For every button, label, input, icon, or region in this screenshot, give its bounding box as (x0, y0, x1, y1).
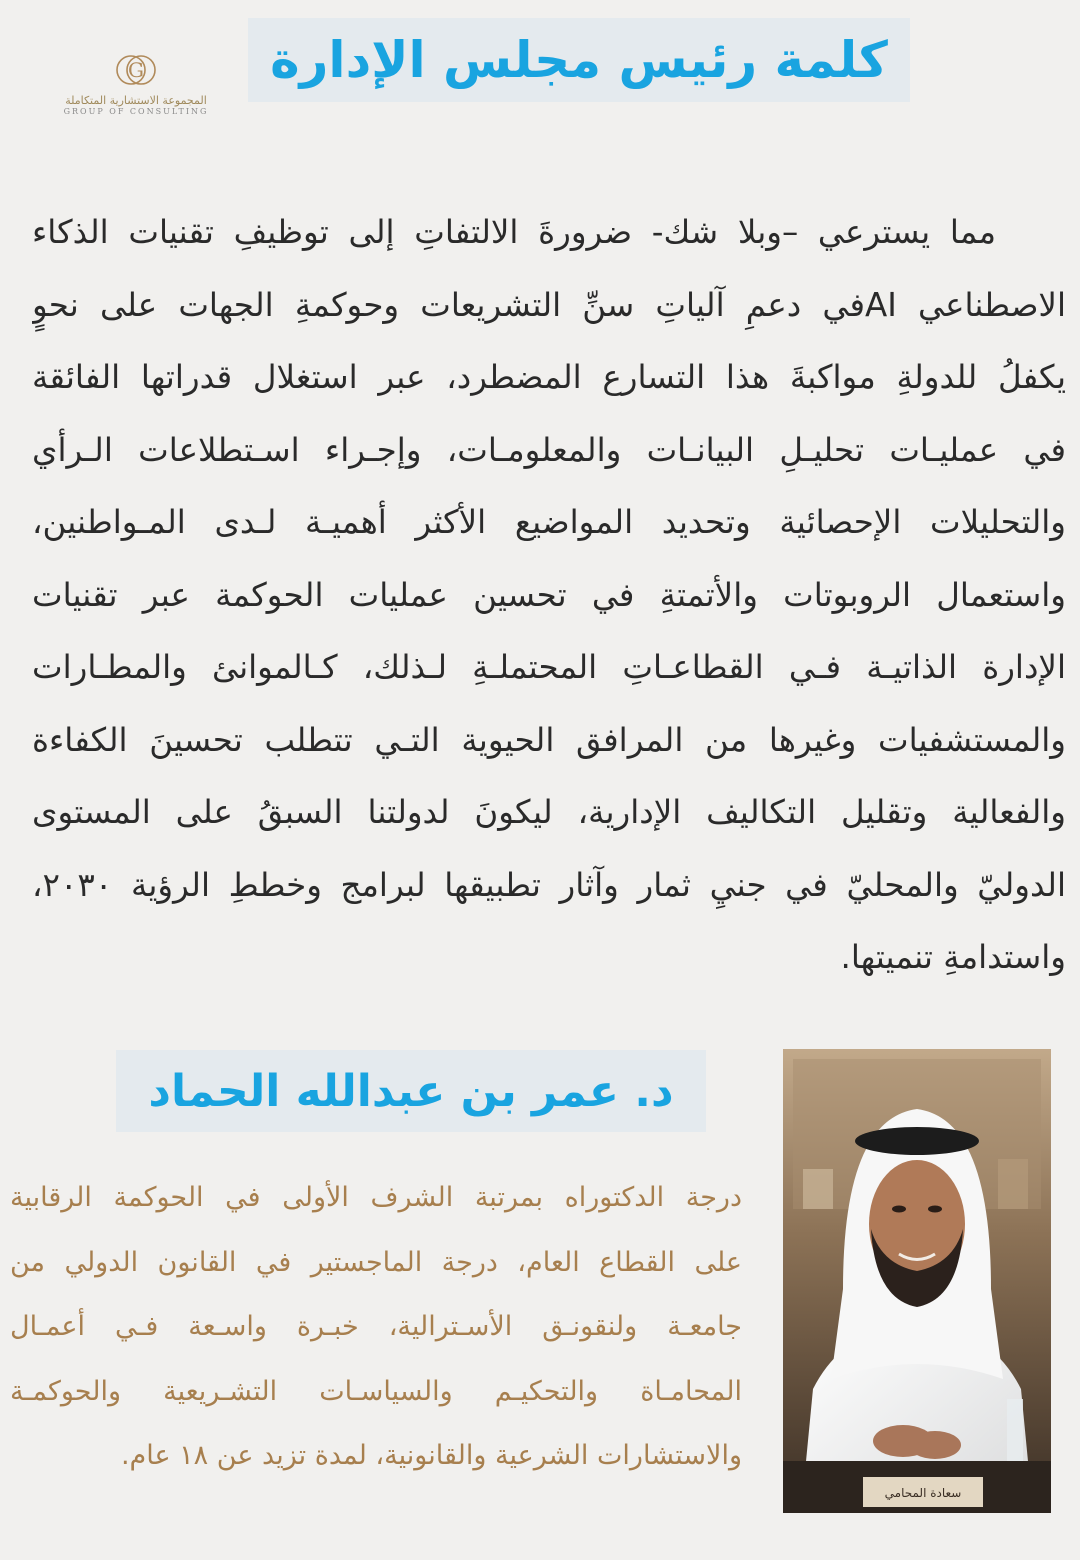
intro-line: في عمليـات تحليـلِ البيانـات والمعلومـات، وإجـراء اسـتطلاعات الـرأي (32, 430, 1066, 469)
chairman-bio (10, 1166, 742, 1489)
name-banner (116, 1050, 706, 1132)
desk-sign-text: سعادة المحامي (884, 1486, 962, 1500)
intro-line: واستدامةِ تنميتها. (840, 938, 1066, 976)
portrait-image (783, 1049, 1051, 1513)
logo-arabic-name: المجموعة الاستشارية المتكاملة (65, 94, 207, 107)
intro-line: والفعالية وتقليل التكاليف الإدارية، ليكونَ لدولتنا السبقُ على المستوى (32, 793, 1066, 831)
bio-line: والاستشارات الشرعية والقانونية، لمدة تزيد عن ١٨ عام. (120, 1440, 742, 1471)
company-logo (56, 48, 216, 128)
intro-paragraph (32, 196, 1066, 994)
intro-line: الاصطناعي AIفي دعمِ آلياتِ سنِّ التشريعات وحوكمةِ الجهات على نحوٍ (32, 285, 1066, 324)
bio-line: على القطاع العام، درجة الماجستير في القانون الدولي من (10, 1246, 742, 1278)
page-title: كلمة رئيس مجلس الإدارة (270, 31, 888, 89)
intro-line: يكفلُ للدولةِ مواكبةَ هذا التسارع المضطرد، عبر استغلال قدراتها الفائقة (32, 358, 1066, 396)
intro-line: والمستشفيات وغيرها من المرافق الحيوية التـي تتطلب تحسينَ الكفاءة (32, 720, 1066, 759)
intro-line: الإدارة الذاتيـة فـي القطاعـاتِ المحتملـةِ لـذلك، كـالموانئ والمطـارات (32, 648, 1066, 686)
logo-letter: G (128, 58, 144, 82)
bio-line: درجة الدكتوراه بمرتبة الشرف الأولى في الحوكمة الرقابية (10, 1182, 742, 1213)
chairman-photo (783, 1049, 1051, 1513)
intro-line: والتحليلات الإحصائية وتحديد المواضيع الأكثر أهميـة لـدى المـواطنين، (32, 503, 1066, 541)
intro-line: مما يسترعي –وبلا شك- ضرورةَ الالتفاتِ إلى توظيفِ تقنيات الذكاء (32, 213, 996, 251)
title-banner (248, 18, 910, 102)
logo-emblem-icon (114, 48, 158, 92)
chairman-name: د. عمر بن عبدالله الحماد (148, 1065, 674, 1117)
intro-line: الدوليّ والمحليّ في جنيِ ثمار وآثار تطبيقها لبرامج وخططِ الرؤية ٢٠٣٠، (32, 865, 1066, 904)
bio-line: جامعـة ولنقونـق الأسـترالية، خبـرة واسـعة فـي أعمـال (10, 1311, 742, 1342)
bio-line: المحامـاة والتحكيـم والسياسـات التشـريعية والحوكمـة (10, 1375, 742, 1407)
intro-line: واستعمال الروبوتات والأتمتةِ في تحسين عمليات الحوكمة عبر تقنيات (32, 575, 1066, 614)
logo-english-name: GROUP OF CONSULTING (63, 107, 209, 116)
